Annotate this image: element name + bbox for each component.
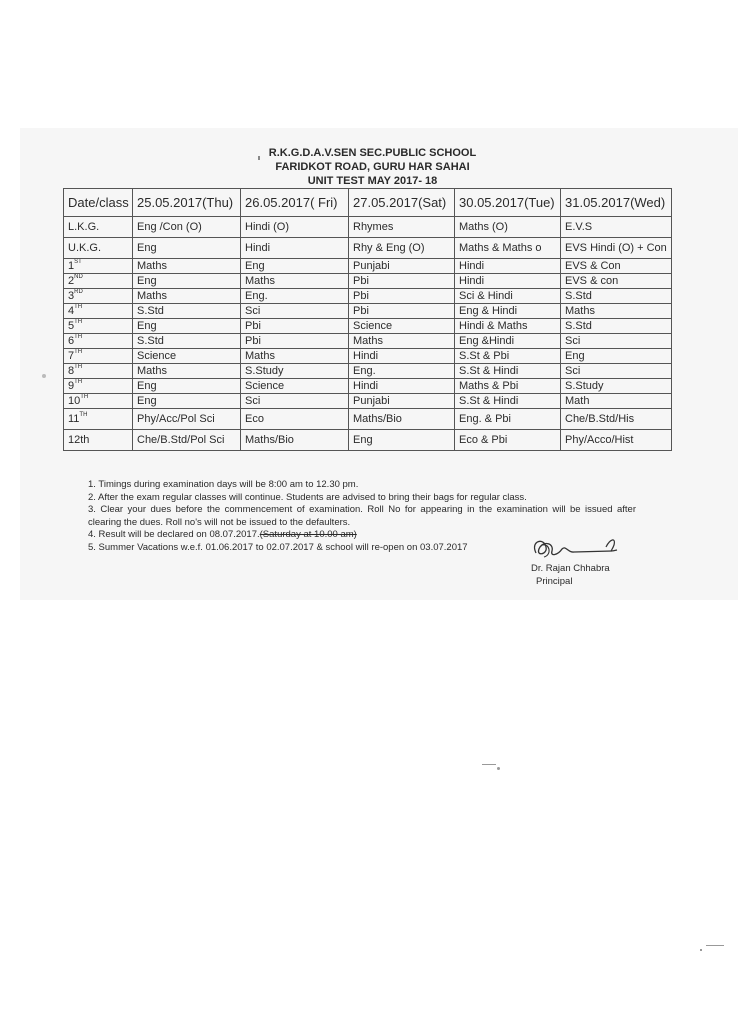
subject-cell: Maths <box>349 334 455 349</box>
subject-cell: Phy/Acc/Pol Sci <box>133 409 241 430</box>
subject-cell: Pbi <box>241 334 349 349</box>
table-row <box>64 238 672 259</box>
class-cell <box>64 349 133 364</box>
notice-header <box>0 146 745 188</box>
subject-cell: Science <box>349 319 455 334</box>
subject-cell: E.V.S <box>561 217 672 238</box>
subject-cell: Science <box>133 349 241 364</box>
class-label: 3 <box>68 290 75 302</box>
subject-cell: Maths <box>133 289 241 304</box>
table-row <box>64 334 672 349</box>
class-ordinal-suffix: ND <box>74 274 83 280</box>
subject-cell: Hindi <box>241 238 349 259</box>
subject-cell: Eco & Pbi <box>455 430 561 451</box>
subject-cell: Eng &Hindi <box>455 334 561 349</box>
note-4-struck-text: (Saturday at 10.00 am) <box>259 529 357 540</box>
class-cell <box>64 217 133 238</box>
subject-cell: Maths <box>133 364 241 379</box>
subject-cell: Eng /Con (O) <box>133 217 241 238</box>
class-label: 5 <box>68 320 75 332</box>
note-4-text: 4. Result will be declared on 08.07.2017. <box>88 529 260 540</box>
subject-cell: EVS & con <box>561 274 672 289</box>
class-cell <box>64 259 133 274</box>
subject-cell: Pbi <box>349 304 455 319</box>
class-label: L.K.G. <box>68 221 100 233</box>
school-address: FARIDKOT ROAD, GURU HAR SAHAI <box>275 161 470 173</box>
subject-cell: Hindi <box>349 349 455 364</box>
note-item: 3. Clear your dues before the commencement of examination. Roll No for appearing in the examination will be issued after clearing the dues. Roll no's will not be issued to the defaulters. <box>88 504 636 528</box>
class-cell <box>64 289 133 304</box>
subject-cell: Hindi & Maths <box>455 319 561 334</box>
signature-icon <box>522 533 632 563</box>
subject-cell: Che/B.Std/Pol Sci <box>133 430 241 451</box>
table-row <box>64 349 672 364</box>
subject-cell: Sci & Hindi <box>455 289 561 304</box>
scan-speck <box>42 374 46 378</box>
subject-cell: Eng. <box>241 289 349 304</box>
subject-cell: Maths <box>133 259 241 274</box>
class-cell <box>64 394 133 409</box>
subject-cell: Maths <box>561 304 672 319</box>
date-header: 26.05.2017( Fri) <box>241 189 349 217</box>
subject-cell: Hindi <box>455 274 561 289</box>
subject-cell: S.Std <box>561 319 672 334</box>
subject-cell: Punjabi <box>349 394 455 409</box>
class-cell <box>64 379 133 394</box>
subject-cell: Maths & Maths o <box>455 238 561 259</box>
subject-cell: Eng <box>133 394 241 409</box>
subject-cell: S.St & Hindi <box>455 394 561 409</box>
subject-cell: Science <box>241 379 349 394</box>
table-row <box>64 430 672 451</box>
subject-cell: Eng. <box>349 364 455 379</box>
class-ordinal-suffix: TH <box>74 364 83 370</box>
table-row <box>64 364 672 379</box>
class-cell <box>64 238 133 259</box>
class-label: U.K.G. <box>68 242 102 254</box>
subject-cell: S.St & Hindi <box>455 364 561 379</box>
date-sheet-table <box>63 188 672 451</box>
class-cell <box>64 364 133 379</box>
table-row <box>64 259 672 274</box>
class-cell <box>64 430 133 451</box>
class-label: 9 <box>68 380 75 392</box>
class-label: 8 <box>68 365 75 377</box>
subject-cell: Sci <box>561 334 672 349</box>
class-ordinal-suffix: ST <box>74 259 82 265</box>
table-row <box>64 304 672 319</box>
table-row <box>64 409 672 430</box>
signatory-block <box>531 563 610 588</box>
class-ordinal-suffix: RD <box>74 289 83 295</box>
class-label: 11 <box>68 413 80 425</box>
note-item: 2. After the exam regular classes will continue. Students are advised to bring their bags for regular class. <box>88 491 527 503</box>
class-label: 2 <box>68 275 75 287</box>
class-cell <box>64 409 133 430</box>
class-ordinal-suffix: TH <box>74 319 83 325</box>
subject-cell: Rhy & Eng (O) <box>349 238 455 259</box>
subject-cell: Maths & Pbi <box>455 379 561 394</box>
exam-title: UNIT TEST MAY 2017- 18 <box>307 175 438 187</box>
subject-cell: Eng <box>133 238 241 259</box>
subject-cell: EVS & Con <box>561 259 672 274</box>
signatory-name: Dr. Rajan Chhabra <box>531 563 610 574</box>
scan-speck <box>497 767 500 770</box>
class-cell <box>64 334 133 349</box>
class-ordinal-suffix: TH <box>79 412 88 418</box>
note-item: 5. Summer Vacations w.e.f. 01.06.2017 to 02.07.2017 & school will re-open on 03.07.2017 <box>88 541 468 553</box>
subject-cell: Phy/Acco/Hist <box>561 430 672 451</box>
class-cell <box>64 304 133 319</box>
subject-cell: Eng <box>561 349 672 364</box>
subject-cell: Sci <box>241 304 349 319</box>
subject-cell: Pbi <box>349 289 455 304</box>
subject-cell: Hindi (O) <box>241 217 349 238</box>
subject-cell: Maths (O) <box>455 217 561 238</box>
subject-cell: Rhymes <box>349 217 455 238</box>
subject-cell: Che/B.Std/His <box>561 409 672 430</box>
class-ordinal-suffix: TH <box>74 349 83 355</box>
class-ordinal-suffix: TH <box>74 334 83 340</box>
school-name: R.K.G.D.A.V.SEN SEC.PUBLIC SCHOOL <box>268 147 477 159</box>
subject-cell: Punjabi <box>349 259 455 274</box>
subject-cell: Eng <box>241 259 349 274</box>
subject-cell: Eng <box>133 379 241 394</box>
table-row <box>64 319 672 334</box>
class-label: 6 <box>68 335 75 347</box>
scan-speck <box>258 156 260 160</box>
class-label: 7 <box>68 350 75 362</box>
subject-cell: Eng <box>133 274 241 289</box>
class-ordinal-suffix: TH <box>74 379 83 385</box>
subject-cell: Maths/Bio <box>349 409 455 430</box>
subject-cell: S.Study <box>561 379 672 394</box>
date-header: 27.05.2017(Sat) <box>349 189 455 217</box>
subject-cell: S.Std <box>133 334 241 349</box>
class-ordinal-suffix: TH <box>80 394 89 400</box>
subject-cell: Eng. & Pbi <box>455 409 561 430</box>
subject-cell: Eng & Hindi <box>455 304 561 319</box>
scan-speck <box>706 945 724 946</box>
scan-speck <box>482 764 496 765</box>
note-item: 1. Timings during examination days will be 8:00 am to 12.30 pm. <box>88 479 359 490</box>
subject-cell: Pbi <box>349 274 455 289</box>
subject-cell: S.St & Pbi <box>455 349 561 364</box>
subject-cell: Maths/Bio <box>241 430 349 451</box>
subject-cell: Hindi <box>349 379 455 394</box>
subject-cell: Sci <box>241 394 349 409</box>
signatory-title: Principal <box>536 575 573 587</box>
class-label: 4 <box>68 305 75 317</box>
subject-cell: Hindi <box>455 259 561 274</box>
subject-cell: Pbi <box>241 319 349 334</box>
subject-cell: S.Std <box>133 304 241 319</box>
table-row <box>64 217 672 238</box>
subject-cell: S.Std <box>561 289 672 304</box>
class-cell <box>64 319 133 334</box>
class-cell <box>64 274 133 289</box>
subject-cell: S.Study <box>241 364 349 379</box>
date-header: 31.05.2017(Wed) <box>561 189 672 217</box>
subject-cell: Eng <box>349 430 455 451</box>
table-row <box>64 394 672 409</box>
subject-cell: Sci <box>561 364 672 379</box>
date-header: 25.05.2017(Thu) <box>133 189 241 217</box>
subject-cell: Maths <box>241 349 349 364</box>
subject-cell: Eco <box>241 409 349 430</box>
table-header-row <box>64 189 672 217</box>
corner-header: Date/class <box>64 189 133 217</box>
date-header: 30.05.2017(Tue) <box>455 189 561 217</box>
class-label: 12th <box>68 434 90 446</box>
class-label: 10 <box>68 395 81 407</box>
table-row <box>64 379 672 394</box>
subject-cell: Math <box>561 394 672 409</box>
subject-cell: EVS Hindi (O) + Con <box>561 238 672 259</box>
table-row <box>64 289 672 304</box>
subject-cell: Eng <box>133 319 241 334</box>
class-label: 1 <box>68 260 75 272</box>
subject-cell: Maths <box>241 274 349 289</box>
scan-speck <box>700 949 702 951</box>
class-ordinal-suffix: TH <box>74 304 83 310</box>
table-row <box>64 274 672 289</box>
